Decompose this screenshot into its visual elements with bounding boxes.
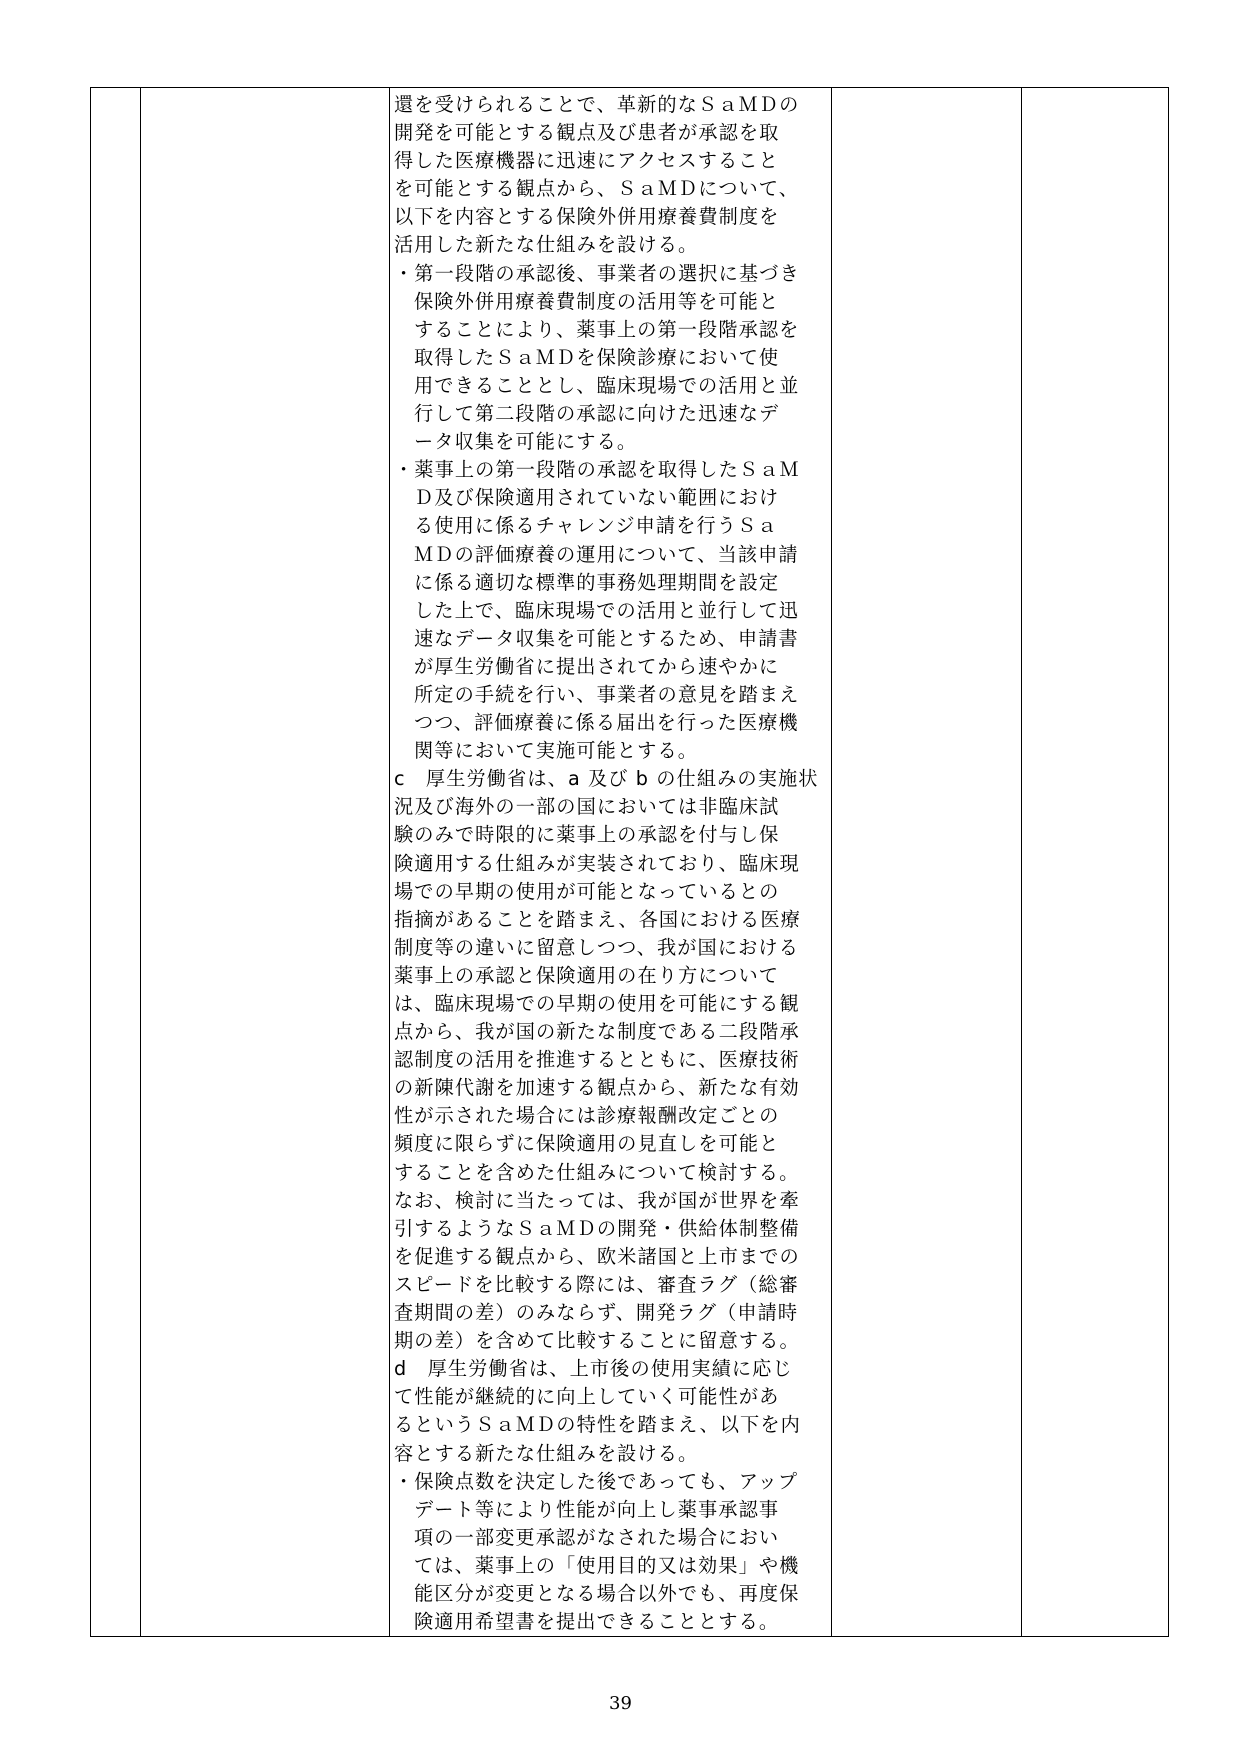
text-line: スピードを比較する際には、審査ラグ（総審 [394, 1272, 799, 1296]
text-line: 験のみで時限的に薬事上の承認を付与し保 [394, 823, 780, 847]
text-line: 険適用希望書を提出できることとする。 [414, 1610, 780, 1634]
text-line: 速なデータ収集を可能とするため、申請書 [414, 626, 799, 650]
text-line: なお、検討に当たっては、我が国が世界を牽 [394, 1188, 800, 1212]
text-line: に係る適切な標準的事務処理期間を設定 [414, 570, 780, 594]
text-line: 容とする新たな仕組みを設ける。 [394, 1441, 699, 1465]
bullet-line: ・保険点数を決定した後であっても、アップ [394, 1469, 799, 1493]
text-line: ＭＤの評価療養の運用について、当該申請 [414, 542, 799, 566]
text-line: 況及び海外の一部の国においては非臨床試 [394, 795, 780, 819]
text-line: 開発を可能とする観点及び患者が承認を取 [394, 121, 780, 145]
text-line: を可能とする観点から、ＳａＭＤについて、 [394, 177, 799, 201]
text-line: デート等により性能が向上し薬事承認事 [414, 1497, 780, 1521]
text-line: 場での早期の使用が可能となっているとの [394, 879, 780, 903]
text-line: 活用した新たな仕組みを設ける。 [394, 233, 699, 257]
text-line: 保険外併用療養費制度の活用等を可能と [414, 289, 780, 313]
text-line: る使用に係るチャレンジ申請を行うＳａ [414, 514, 778, 538]
text-line: 取得したＳａＭＤを保険診療において使 [414, 345, 780, 369]
bullet-line: ・第一段階の承認後、事業者の選択に基づき [394, 261, 800, 285]
text-line: 所定の手続を行い、事業者の意見を踏まえ [414, 682, 800, 706]
section-d-line: d 厚生労働省は、上市後の使用実績に応じ [394, 1357, 793, 1381]
text-line: 性が示された場合には診療報酬改定ごとの [394, 1104, 780, 1128]
text-line: 薬事上の承認と保険適用の在り方について [394, 963, 780, 987]
text-line: を促進する観点から、欧米諸国と上市までの [394, 1244, 800, 1268]
text-line: 得した医療機器に迅速にアクセスすること [394, 149, 779, 173]
text-line: 項の一部変更承認がなされた場合におい [414, 1525, 780, 1549]
text-line: つつ、評価療養に係る届出を行った医療機 [414, 711, 799, 735]
text-line: の新陳代謝を加速する観点から、新たな有効 [394, 1076, 800, 1100]
bullet-line: ・薬事上の第一段階の承認を取得したＳａＭ [394, 458, 800, 482]
text-line: ータ収集を可能にする。 [414, 430, 638, 454]
text-line: 関等において実施可能とする。 [414, 739, 699, 763]
text-line: 認制度の活用を推進するとともに、医療技術 [394, 1048, 800, 1072]
text-line: Ｄ及び保険適用されていない範囲におけ [414, 486, 780, 510]
text-line: 用できることとし、臨床現場での活用と並 [414, 373, 800, 397]
table-cell-empty-5 [1022, 88, 1169, 1637]
text-line: 能区分が変更となる場合以外でも、再度保 [414, 1581, 800, 1605]
text-line: て性能が継続的に向上していく可能性があ [394, 1385, 780, 1409]
text-line: した上で、臨床現場での活用と並行して迅 [414, 598, 800, 622]
section-c-line: c 厚生労働省は、a 及び b の仕組みの実施状 [394, 767, 819, 791]
text-line: 還を受けられることで、革新的なＳａＭＤの [394, 93, 800, 116]
text-line: 点から、我が国の新たな制度である二段階承 [394, 1020, 800, 1044]
text-line: は、臨床現場での早期の使用を可能にする観 [394, 992, 800, 1015]
text-line: 指摘があることを踏まえ、各国における医療 [394, 907, 801, 931]
text-line: 行して第二段階の承認に向けた迅速なデ [414, 402, 780, 426]
table-row [91, 88, 1169, 1637]
text-line: 制度等の違いに留意しつつ、我が国における [394, 935, 799, 959]
table-cell-empty-4 [832, 88, 1022, 1637]
text-line: 期の差）を含めて比較することに留意する。 [394, 1329, 800, 1353]
document-table [90, 87, 1169, 1637]
text-line: るというＳａＭＤの特性を踏まえ、以下を内 [394, 1413, 801, 1437]
text-line: 頻度に限らずに保険適用の見直しを可能と [394, 1132, 780, 1156]
page-number: 39 [609, 1693, 632, 1714]
text-line: 以下を内容とする保険外併用療養費制度を [394, 205, 780, 229]
text-line: 査期間の差）のみならず、開発ラグ（申請時 [394, 1301, 799, 1325]
text-line: することを含めた仕組みについて検討する。 [394, 1160, 800, 1184]
text-line: が厚生労働省に提出されてから速やかに [414, 654, 780, 678]
table-cell-empty-1 [91, 88, 141, 1637]
table-cell-body-text [390, 88, 832, 1637]
text-line: ては、薬事上の「使用目的又は効果」や機 [414, 1553, 800, 1577]
text-line: することにより、薬事上の第一段階承認を [414, 317, 800, 341]
text-line: 引するようなＳａＭＤの開発・供給体制整備 [394, 1216, 800, 1240]
text-line: 険適用する仕組みが実装されており、臨床現 [394, 851, 800, 875]
table-cell-empty-2 [141, 88, 390, 1637]
